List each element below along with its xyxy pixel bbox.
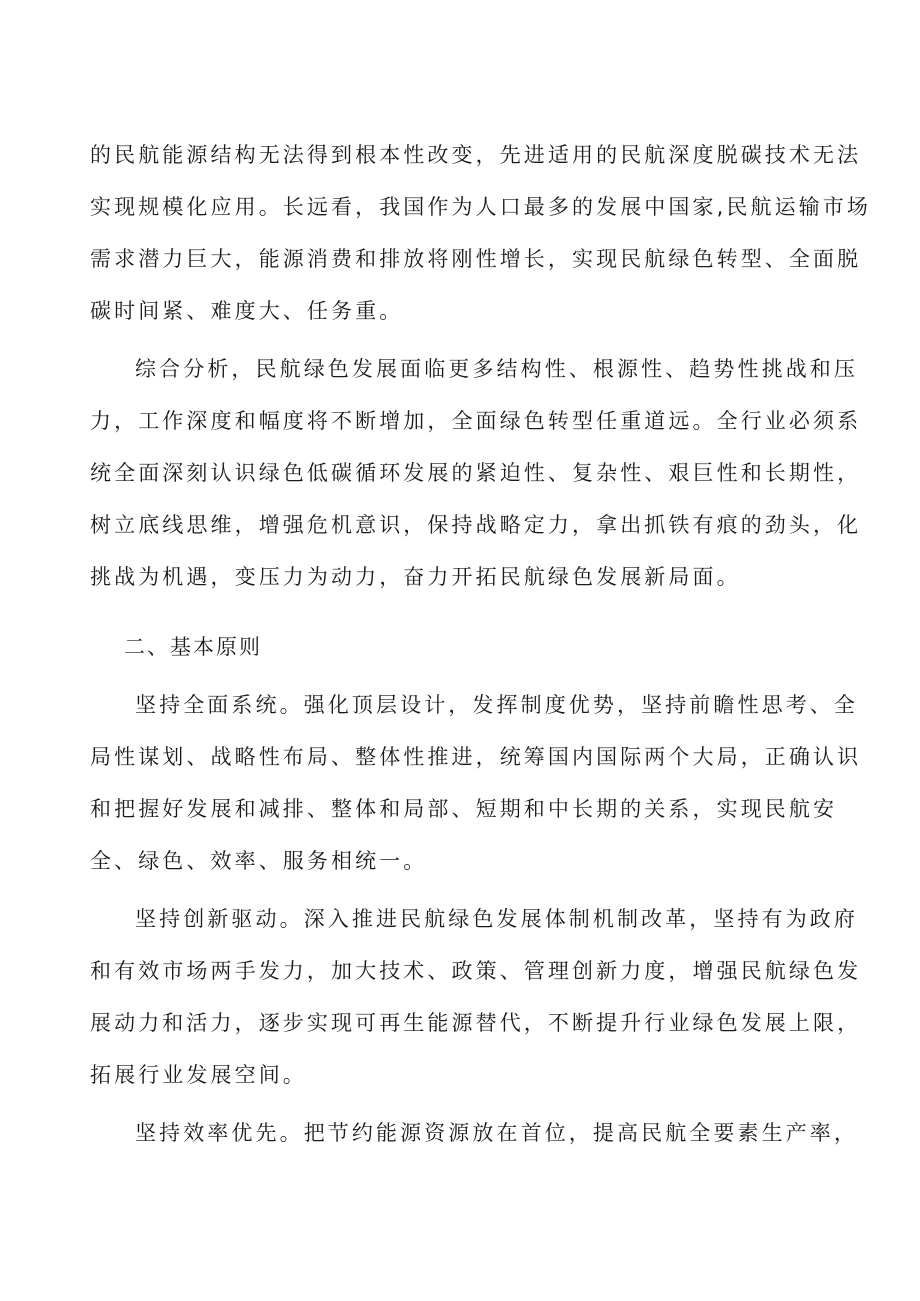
paragraph-2-line-4: 树立底线思维，增强危机意识，保持战略定力，拿出抓铁有痕的劲头，化 <box>90 513 862 537</box>
section-heading: 二、基本原则 <box>124 635 262 659</box>
paragraph-4-line-1: 坚持创新驱动。深入推进民航绿色发展体制机制改革，坚持有为政府 <box>135 907 858 931</box>
paragraph-2-line-5: 挑战为机遇，变压力为动力，奋力开拓民航绿色发展新局面。 <box>90 565 741 589</box>
paragraph-2-line-2: 力，工作深度和幅度将不断增加，全面绿色转型任重道远。全行业必须系 <box>90 409 862 433</box>
paragraph-4-line-3: 展动力和活力，逐步实现可再生能源替代，不断提升行业绿色发展上限， <box>90 1011 862 1035</box>
paragraph-1-line-1: 的民航能源结构无法得到根本性改变，先进适用的民航深度脱碳技术无法 <box>90 143 862 167</box>
paragraph-1-line-4: 碳时间紧、难度大、任务重。 <box>90 299 404 323</box>
paragraph-4-line-2: 和有效市场两手发力，加大技术、政策、管理创新力度，增强民航绿色发 <box>90 959 862 983</box>
paragraph-2-line-1: 综合分析，民航绿色发展面临更多结构性、根源性、趋势性挑战和压 <box>135 357 858 381</box>
paragraph-3-line-1: 坚持全面系统。强化顶层设计，发挥制度优势，坚持前瞻性思考、全 <box>135 693 858 717</box>
paragraph-5-line-1: 坚持效率优先。把节约能源资源放在首位，提高民航全要素生产率， <box>135 1121 858 1145</box>
paragraph-1-line-3: 需求潜力巨大，能源消费和排放将刚性增长，实现民航绿色转型、全面脱 <box>90 247 862 271</box>
paragraph-4-line-4: 拓展行业发展空间。 <box>90 1063 307 1087</box>
paragraph-3-line-2: 局性谋划、战略性布局、整体性推进，统筹国内国际两个大局，正确认识 <box>90 745 862 769</box>
paragraph-3-line-4: 全、绿色、效率、服务相统一。 <box>90 849 428 873</box>
paragraph-3-line-3: 和把握好发展和减排、整体和局部、短期和中长期的关系，实现民航安 <box>90 797 838 821</box>
paragraph-2-line-3: 统全面深刻认识绿色低碳循环发展的紧迫性、复杂性、艰巨性和长期性， <box>90 461 862 485</box>
paragraph-1-line-2: 实现规模化应用。长远看，我国作为人口最多的发展中国家,民航运输市场 <box>90 195 871 219</box>
